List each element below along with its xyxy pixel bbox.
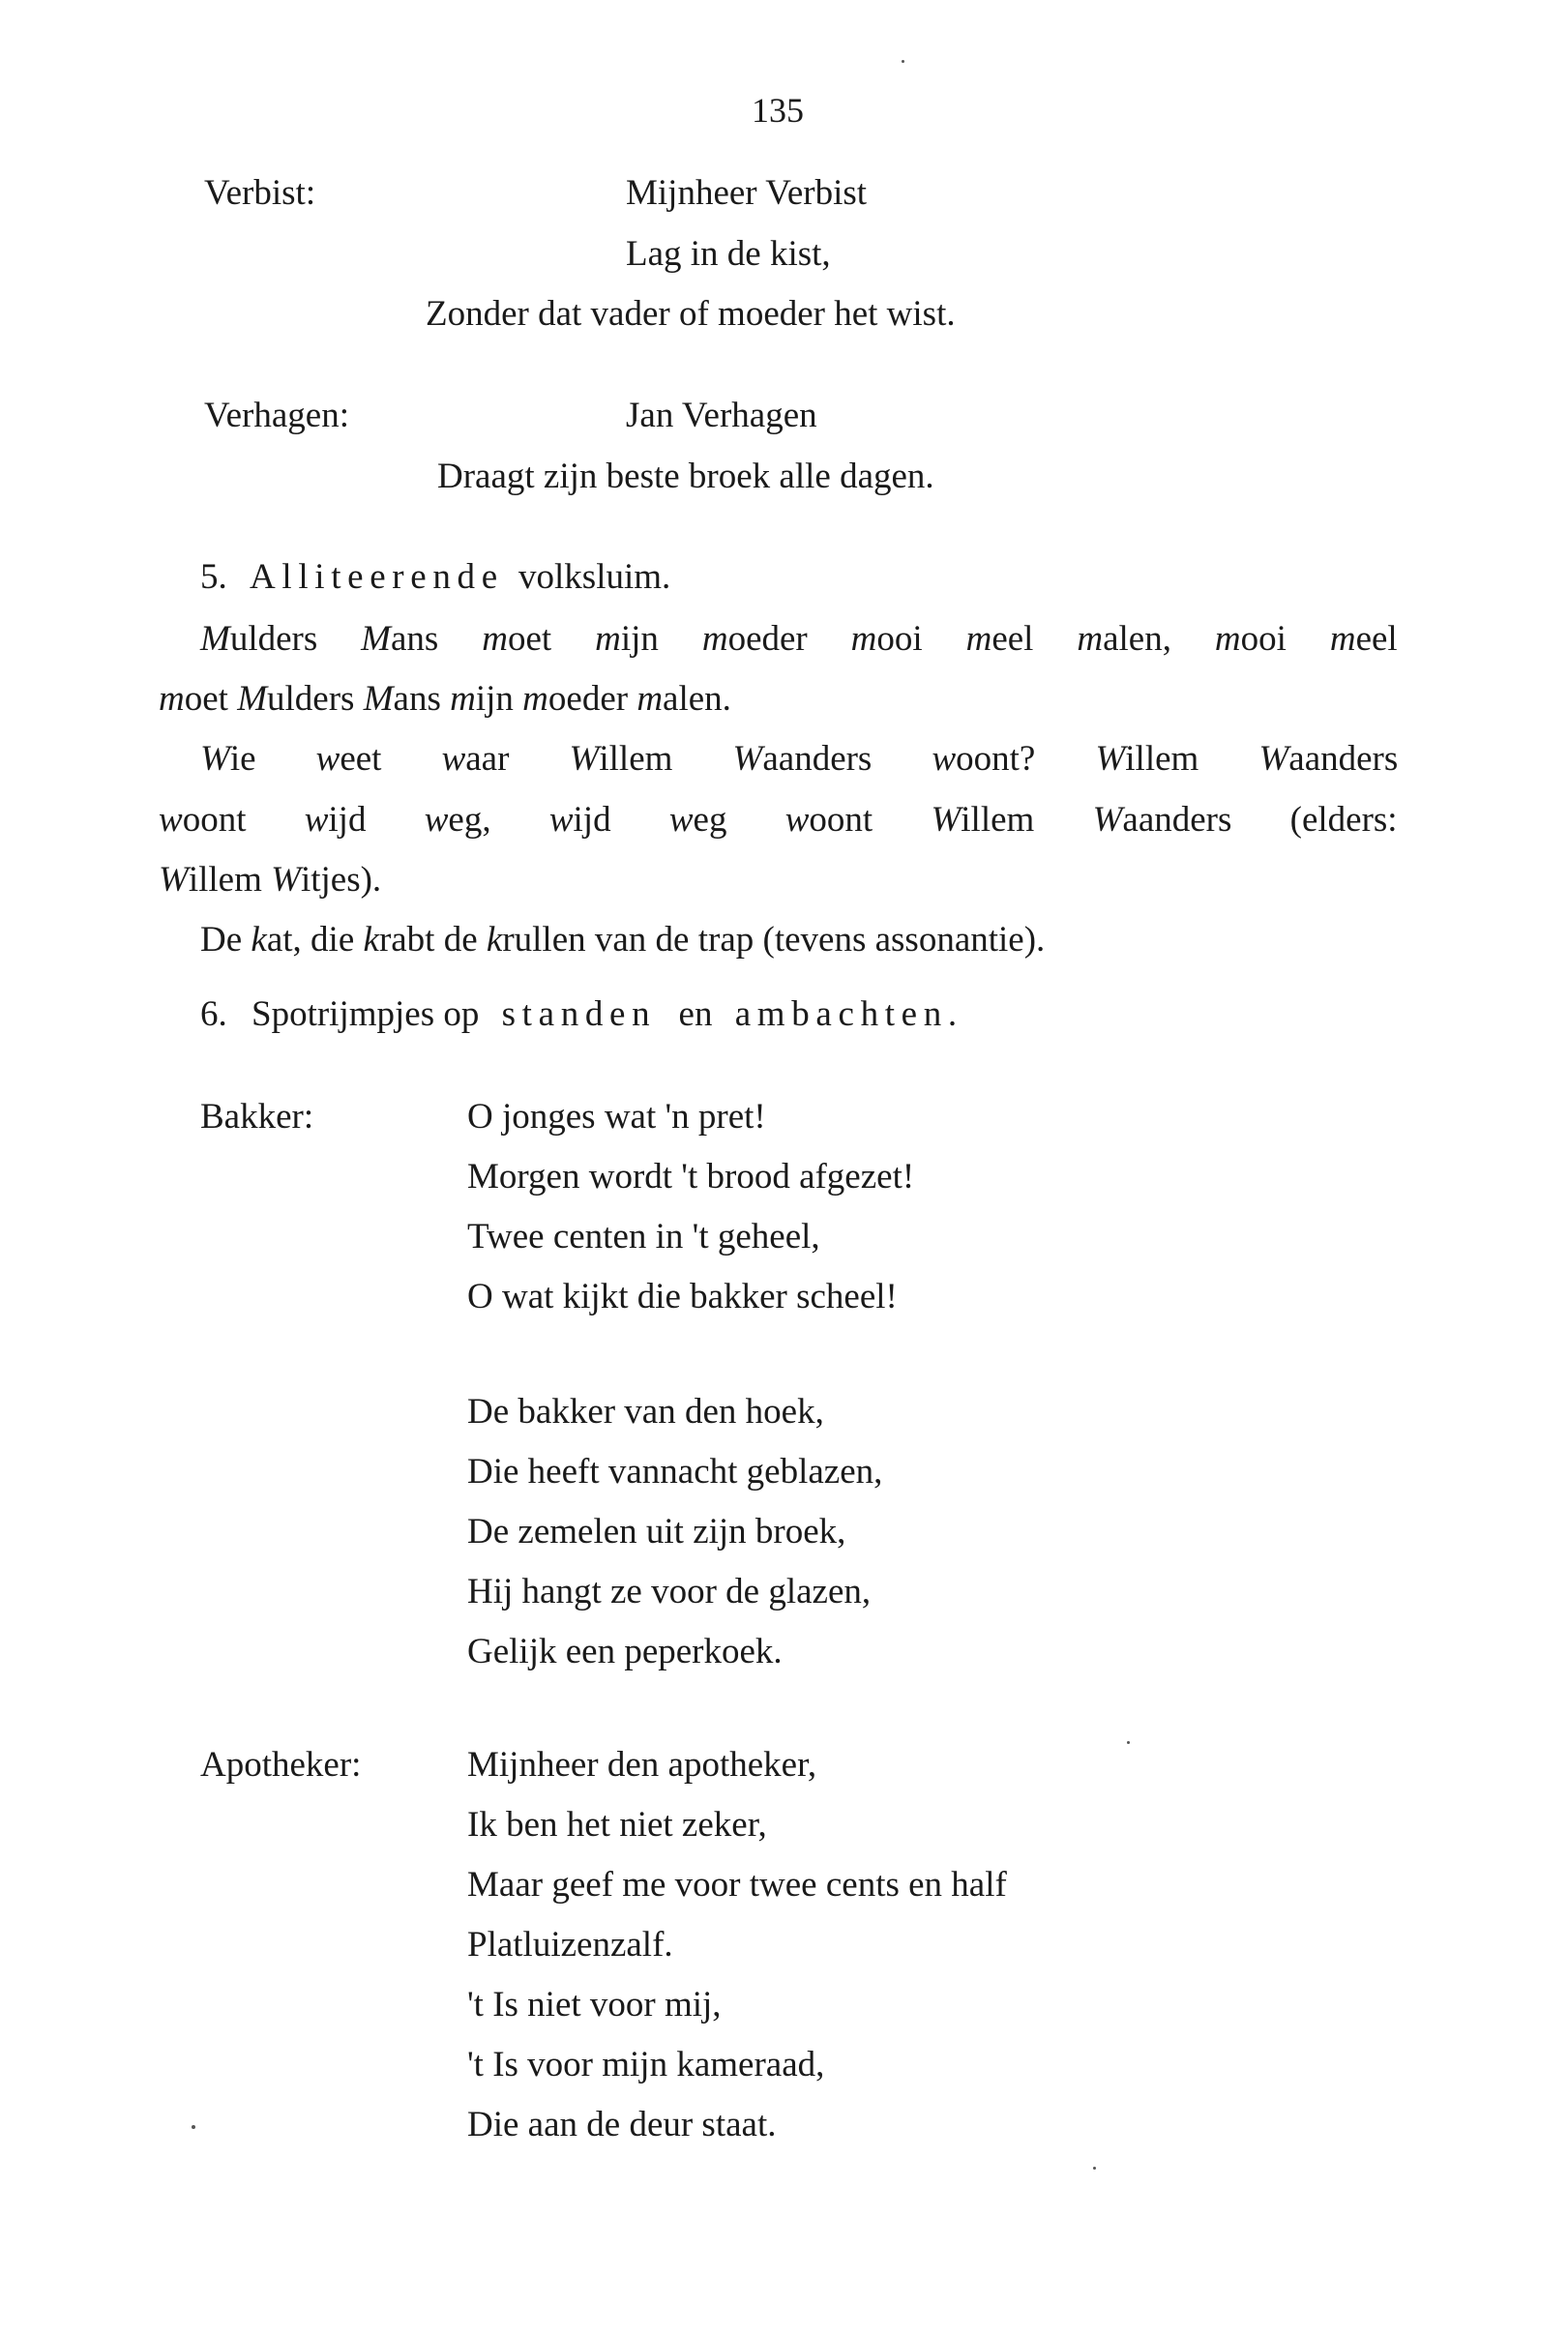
alliteration-text: aanders xyxy=(762,739,932,779)
print-speck xyxy=(1127,1741,1130,1744)
section-number: 6. xyxy=(200,994,227,1034)
alliteration-initial: m xyxy=(159,679,185,719)
bakker-line: O wat kijkt die bakker scheel! xyxy=(467,1277,898,1316)
alliteration-initial: M xyxy=(363,679,394,719)
alliteration-text: ijn xyxy=(475,679,523,719)
willem-line-3 xyxy=(159,862,381,898)
alliteration-initial: M xyxy=(237,679,268,719)
alliteration-text: aanders xyxy=(1288,739,1399,779)
alliteration-initial: w xyxy=(784,800,810,840)
mulders-line-1 xyxy=(200,621,1398,657)
alliteration-initial: m xyxy=(965,619,992,659)
heading-word: en xyxy=(678,994,713,1034)
bakker-line: Gelijk een peperkoek. xyxy=(467,1632,783,1671)
alliteration-text: ooi xyxy=(876,619,966,659)
print-speck xyxy=(902,60,904,63)
kat-line xyxy=(200,922,1045,958)
apotheker-line: 't Is voor mijn kameraad, xyxy=(467,2045,825,2084)
alliteration-initial: W xyxy=(200,739,230,779)
alliteration-initial: w xyxy=(441,739,466,779)
alliteration-text: aar xyxy=(465,739,570,779)
alliteration-initial: w xyxy=(159,800,183,840)
alliteration-initial: W xyxy=(1258,739,1289,779)
alliteration-text: oet xyxy=(184,679,238,719)
alliteration-initial: W xyxy=(1092,800,1123,840)
alliteration-text: eet xyxy=(340,739,442,779)
apotheker-line: Die aan de deur staat. xyxy=(467,2105,777,2144)
alliteration-initial: m xyxy=(1077,619,1104,659)
heading-word: Spotrijmpjes op xyxy=(251,994,480,1034)
verhagen-line: Jan Verhagen xyxy=(626,396,817,435)
bakker-line: Hij hangt ze voor de glazen, xyxy=(467,1572,872,1611)
alliteration-text: eel xyxy=(991,619,1078,659)
alliteration-text: at, die xyxy=(266,920,364,960)
apotheker-line: Platluizenzalf. xyxy=(467,1925,673,1965)
alliteration-text: ijd xyxy=(573,800,669,840)
alliteration-text: aanders (elders: xyxy=(1122,800,1398,840)
alliteration-text: ie xyxy=(229,739,316,779)
alliteration-initial: m xyxy=(595,619,621,659)
alliteration-text: eel xyxy=(1355,619,1398,659)
speaker-verhagen: Verhagen: xyxy=(204,396,349,435)
alliteration-text: illem xyxy=(599,739,733,779)
alliteration-text: itjes). xyxy=(300,860,382,900)
page-number: 135 xyxy=(752,91,804,130)
verbist-line: Zonder dat vader of moeder het wist. xyxy=(426,294,956,334)
apotheker-line: Ik ben het niet zeker, xyxy=(467,1805,767,1845)
heading-spaced-word: Alliteerende xyxy=(250,557,504,597)
alliteration-text: eg xyxy=(693,800,785,840)
alliteration-initial: w xyxy=(424,800,449,840)
print-speck xyxy=(192,2125,195,2129)
bakker-line: Die heeft vannacht geblazen, xyxy=(467,1452,883,1492)
section-number: 5. xyxy=(200,557,227,597)
alliteration-text: oeder xyxy=(727,619,851,659)
alliteration-initial: m xyxy=(450,679,476,719)
alliteration-initial: m xyxy=(482,619,508,659)
alliteration-text: De xyxy=(200,920,251,960)
alliteration-initial: w xyxy=(932,739,957,779)
alliteration-text: alen. xyxy=(663,679,731,719)
alliteration-text: rabt de xyxy=(378,920,487,960)
bakker-line: O jonges wat 'n pret! xyxy=(467,1097,766,1137)
alliteration-initial: w xyxy=(315,739,340,779)
bakker-line: De bakker van den hoek, xyxy=(467,1392,824,1432)
heading-word: volksluim. xyxy=(518,557,671,597)
alliteration-text: ijd xyxy=(328,800,425,840)
alliteration-initial: W xyxy=(271,860,301,900)
alliteration-text: ulders xyxy=(267,679,364,719)
alliteration-initial: m xyxy=(1329,619,1356,659)
alliteration-initial: W xyxy=(931,800,962,840)
alliteration-initial: k xyxy=(486,920,503,960)
alliteration-initial: W xyxy=(1095,739,1126,779)
alliteration-initial: W xyxy=(732,739,763,779)
alliteration-initial: w xyxy=(548,800,574,840)
section-6-heading xyxy=(200,996,963,1032)
alliteration-text: illem xyxy=(961,800,1093,840)
speaker-verbist: Verbist: xyxy=(204,173,316,213)
alliteration-text: ijn xyxy=(620,619,702,659)
alliteration-text: oont? xyxy=(956,739,1096,779)
apotheker-line: Maar geef me voor twee cents en half xyxy=(467,1865,1007,1905)
alliteration-initial: w xyxy=(304,800,329,840)
alliteration-text: illem xyxy=(1125,739,1259,779)
verbist-line: Lag in de kist, xyxy=(626,234,831,274)
alliteration-initial: m xyxy=(701,619,728,659)
alliteration-text: ooi xyxy=(1240,619,1330,659)
bakker-line: De zemelen uit zijn broek, xyxy=(467,1512,846,1552)
apotheker-line: Mijnheer den apotheker, xyxy=(467,1745,817,1785)
verbist-line: Mijnheer Verbist xyxy=(626,173,868,213)
alliteration-initial: m xyxy=(850,619,877,659)
alliteration-initial: k xyxy=(363,920,379,960)
print-speck xyxy=(1093,2167,1096,2170)
speaker-apotheker: Apotheker: xyxy=(200,1745,362,1785)
alliteration-text: eg, xyxy=(448,800,549,840)
alliteration-text: oet xyxy=(507,619,596,659)
alliteration-text: ans xyxy=(391,619,483,659)
alliteration-text: illem xyxy=(188,860,272,900)
heading-spaced-word: standen xyxy=(501,994,657,1034)
alliteration-text: ulders xyxy=(229,619,362,659)
bakker-line: Morgen wordt 't brood afgezet! xyxy=(467,1157,915,1197)
alliteration-initial: k xyxy=(251,920,267,960)
alliteration-initial: W xyxy=(159,860,189,900)
alliteration-text: oeder xyxy=(547,679,637,719)
mulders-line-2 xyxy=(159,681,731,717)
willem-line-1 xyxy=(200,741,1398,777)
alliteration-text: rullen van de trap (tevens assonantie). xyxy=(502,920,1046,960)
alliteration-initial: W xyxy=(569,739,600,779)
alliteration-text: oont xyxy=(182,800,305,840)
alliteration-initial: m xyxy=(1214,619,1241,659)
alliteration-initial: m xyxy=(522,679,548,719)
willem-line-2 xyxy=(159,802,1398,838)
alliteration-initial: w xyxy=(668,800,694,840)
alliteration-initial: M xyxy=(200,619,230,659)
verhagen-line: Draagt zijn beste broek alle dagen. xyxy=(437,457,934,496)
alliteration-text: ans xyxy=(393,679,451,719)
heading-spaced-word: ambachten. xyxy=(734,994,963,1034)
apotheker-line: 't Is niet voor mij, xyxy=(467,1985,722,2025)
alliteration-initial: m xyxy=(636,679,664,719)
alliteration-text: alen, xyxy=(1103,619,1215,659)
speaker-bakker: Bakker: xyxy=(200,1097,314,1137)
bakker-line: Twee centen in 't geheel, xyxy=(467,1217,820,1256)
section-5-heading xyxy=(200,559,670,595)
alliteration-initial: M xyxy=(361,619,391,659)
alliteration-text: oont xyxy=(809,800,932,840)
